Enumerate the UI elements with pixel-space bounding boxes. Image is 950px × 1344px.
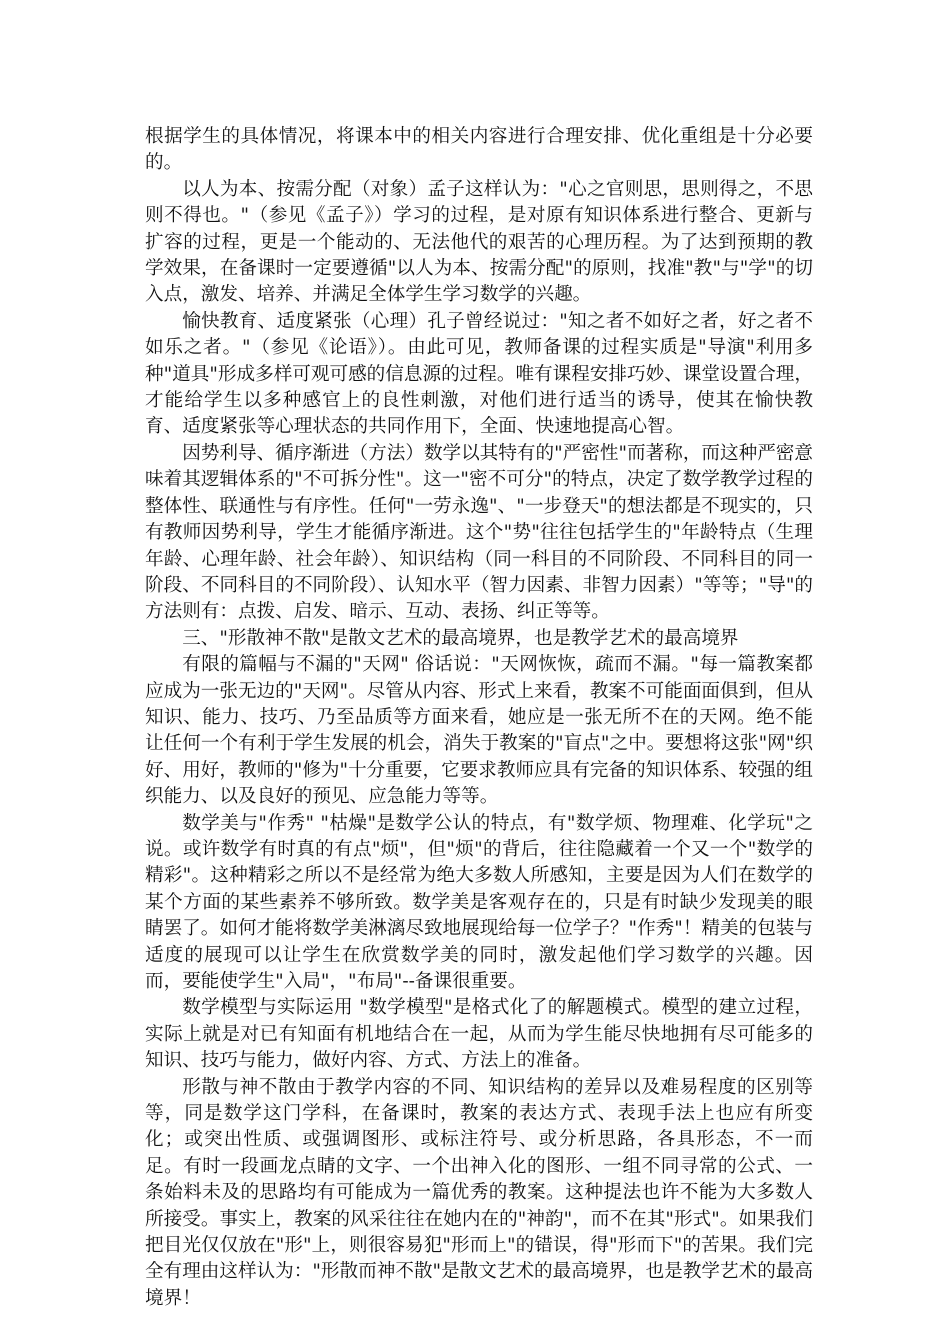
paragraph-continuation: 根据学生的具体情况，将课本中的相关内容进行合理安排、优化重组是十分必要的。 [145, 126, 813, 174]
paragraph-happy-education: 愉快教育、适度紧张（心理）孔子曾经说过："知之者不如好之者，好之者不如乐之者。"（参见《论语》）。由此可见，教师备课的过程实质是"导演"利用多种"道具"形成多样可观可感的信息源的过程。唯有课程安排巧妙、课堂设置合理，才能给学生以多种感官上的良性刺激，对他们进行适当的诱导，使其在愉快教育、适度紧张等心理状态的共同作用下，全面、快速地提高心智。 [145, 310, 813, 438]
paragraph-form-spirit: 形散与神不散由于教学内容的不同、知识结构的差异以及难易程度的区别等等，同是数学这门学科，在备课时，教案的表达方式、表现手法上也应有所变化；或突出性质、或强调图形、或标注符号、或分析思路，各具形态，不一而足。有时一段画龙点睛的文字、一个出神入化的图形、一组不同寻常的公式、一条始料未及的思路均有可能成为一篇优秀的教案。这种提法也许不能为大多数人所接受。事实上，教案的风采往往在她内在的"神韵"，而不在其"形式"。如果我们把目光仅仅放在"形"上，则很容易犯"形而上"的错误，得"形而下"的苦果。我们完全有理由这样认为："形散而神不散"是散文艺术的最高境界，也是教学艺术的最高境界！ [145, 1076, 813, 1309]
section-heading-3: 三、"形散神不散"是散文艺术的最高境界，也是教学艺术的最高境界 [182, 627, 739, 649]
paragraph-math-model: 数学模型与实际运用 "数学模型"是格式化了的解题模式。模型的建立过程，实际上就是对已有知面有机地结合在一起，从而为学生能尽快地拥有尽可能多的知识、技巧与能力，做好内容、方式、方法上的准备。 [145, 997, 813, 1072]
paragraph-net: 有限的篇幅与不漏的"天网" 俗话说："天网恢恢，疏而不漏。"每一篇教案都应成为一张无边的"天网"。尽管从内容、形式上来看，教案不可能面面俱到，但从知识、能力、技巧、乃至品质等方面来看，她应是一张无所不在的天网。绝不能让任何一个有利于学生发展的机会，消失于教案的"盲点"之中。要想将这张"网"织好、用好，教师的"修为"十分重要，它要求教师应具有完备的知识体系、较强的组织能力、以及良好的预见、应急能力等等。 [145, 654, 813, 808]
paragraph-math-beauty: 数学美与"作秀" "枯燥"是数学公认的特点，有"数学烦、物理难、化学玩"之说。或许数学有时真的有点"烦"，但"烦"的背后，往往隐藏着一个又一个"数学的精彩"。这种精彩之所以不是经常为绝大多数人所感知，主要是因为人们在数学的某个方面的某些素养不够所致。数学美是客观存在的，只是有时缺少发现美的眼睛罢了。如何才能将数学美淋漓尽致地展现给每一位学子？"作秀"！精美的包装与适度的展现可以让学生在欣赏数学美的同时，激发起他们学习数学的兴趣。因而，要能使学生"入局"，"布局"--备课很重要。 [145, 812, 813, 992]
paragraph-guidance: 因势利导、循序渐进（方法）数学以其特有的"严密性"而著称，而这种严密意味着其逻辑体系的"不可拆分性"。这一"密不可分"的特点，决定了数学教学过程的整体性、联通性与有序性。任何"一劳永逸"、"一步登天"的想法都是不现实的，只有教师因势利导，学生才能循序渐进。这个"势"往往包括学生的"年龄特点（生理年龄、心理年龄、社会年龄）、知识结构（同一科目的不同阶段、不同科目的同一阶段、不同科目的不同阶段）、认知水平（智力因素、非智力因素）"等等；"导"的方法则有：点拨、启发、暗示、互动、表扬、纠正等等。 [145, 442, 813, 623]
paragraph-people-oriented: 以人为本、按需分配（对象）孟子这样认为："心之官则思，思则得之，不思则不得也。"（参见《孟子》）学习的过程，是对原有知识体系进行整合、更新与扩容的过程，更是一个能动的、无法他代的艰苦的心理历程。为了达到预期的教学效果，在备课时一定要遵循"以人为本、按需分配"的原则，找准"教"与"学"的切入点，激发、培养、并满足全体学生学习数学的兴趣。 [145, 178, 813, 306]
document-body [145, 124, 813, 1312]
